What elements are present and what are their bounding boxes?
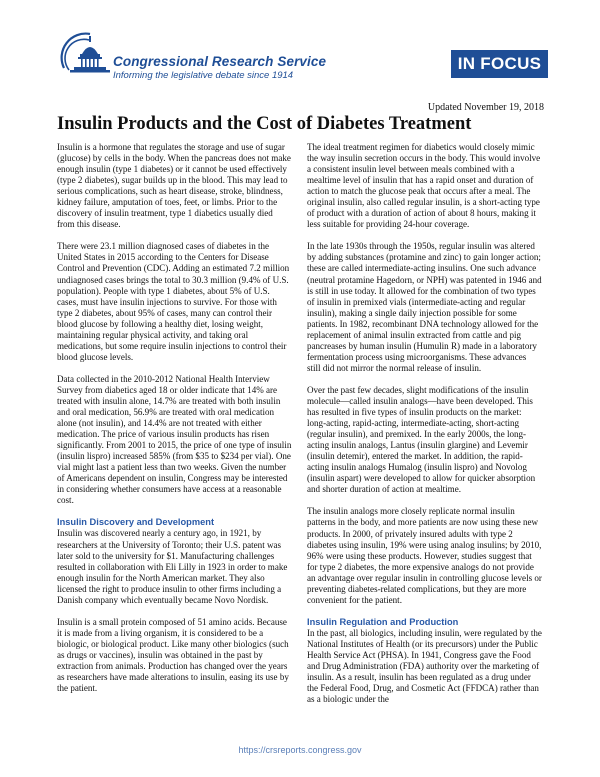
paragraph: In the past, all biologics, including insulin, were regulated by the National Institutes of Health (or its precursors) under the Public Health Service Act (PHSA). In 1941, Congress gave the Food and Drug Administration (FDA) authority over the marketing of insulin. As a result, insulin has been regulated as a drug under the Federal Food, Drug, and Cosmetic Act (FFDCA) rather than as a biologic under the xyxy=(307,627,542,705)
paragraph: The insulin analogs more closely replicate normal insulin patterns in the body, and more patients are now using these new products. In 2000, of privately insured adults with type 2 diabetes using insulin, 19% were using analog insulins; by 2010, 96% were using these products. However, studies suggest that for type 2 diabetes, the more expensive analogs do not provide an advantage over regular insulin in controlling glucose levels or preventing diabetes-related complications, but they are more convenient for the patient. xyxy=(307,506,542,605)
paragraph: Insulin is a small protein composed of 51 amino acids. Because it is made from a living organism, it is considered to be a biologic, or biological product. Like many other biologics (such as drugs or vaccines), insulin was obtained in the past by extraction from animals. Production has changed over the years as researchers have made alterations to insulin, easing its use by the patient. xyxy=(57,616,289,694)
report-header xyxy=(0,0,600,95)
in-focus-badge: IN FOCUS xyxy=(451,50,548,78)
capitol-dome-icon xyxy=(60,28,112,80)
paragraph: Data collected in the 2010-2012 National Health Interview Survey from diabetics aged 18 or older indicate that 14% are treated with insulin alone, 14.7% are treated with both insulin and oral medication, 56.9% are treated with oral medication alone (not insulin), and 14.4% are not treated with either medication. The price of various insulin products has risen significantly. From 2001 to 2015, the price of one type of insulin (insulin lispro) increased 585% (from $35 to $234 per vial). One vial might last a patient less than two weeks. Given the number of Americans dependent on insulin, Congress may be interested in considering whether consumers have access at a reasonable cost. xyxy=(57,373,292,506)
paragraph: Over the past few decades, slight modifications of the insulin molecule—called insulin analogs—have been developed. This has resulted in five types of insulin products on the market: long-acting, rapid-acting, intermediate-acting, short-acting (regular insulin), and premixed. In the early 2000s, the long-acting insulin analogs, Lantus (insulin glargine) and Levemir (insulin detemir), entered the market. In addition, the rapid-acting insulin analogs Humalog (insulin lispro) and Novolog (insulin aspart) were developed to allow for quicker absorption and shorter duration of action at mealtime. xyxy=(307,384,536,495)
paragraph: Insulin was discovered nearly a century ago, in 1921, by researchers at the University of Toronto; their U.S. patent was later sold to the university for $1. Manufacturing challenges resulted in collaboration with Eli Lilly in 1923 in order to make enough insulin for the North American market. They also licensed the right to produce insulin to other firms including a Danish company which eventually became Novo Nordisk. xyxy=(57,528,288,605)
updated-date: Updated November 19, 2018 xyxy=(427,102,544,113)
section-heading: Insulin Regulation and Production xyxy=(307,616,459,627)
left-column xyxy=(57,142,292,705)
page-title: Insulin Products and the Cost of Diabetes Treatment xyxy=(57,114,472,134)
right-column xyxy=(307,142,542,716)
paragraph: The ideal treatment regimen for diabetics would closely mimic the way insulin secretion occurs in the body. This would involve a consistent insulin level between meals combined with a mealtime level of insulin that has a rapid onset and duration of action to match the glucose peak that occurs after a meal. The original insulin, also called regular insulin, is a short-acting type of product with a duration of action of about 8 hours, making it less suitable for providing 24-hour coverage. xyxy=(307,142,541,230)
brand-tagline: Informing the legislative debate since 1914 xyxy=(113,70,294,81)
paragraph: In the late 1930s through the 1950s, regular insulin was altered by adding substances (protamine and zinc) to gain longer action; these are called intermediate-acting insulins. One such advance (neutral protamine Hagedorn, or NPH) was patented in 1946 and is still in use today. It allowed for the combination of two types of insulin in premixed vials (intermediate-acting and regular insulin), making a single daily injection possible for some patients. In 1982, recombinant DNA technology allowed for the replacement of animal insulin extracted from cattle and pig pancreases by human insulin (Humulin R) made in a laboratory fermentation process using microorganisms. These advances still did not mirror the normal release of insulin. xyxy=(307,241,542,373)
footer-url-link[interactable]: https://crsreports.congress.gov xyxy=(238,745,362,755)
section-heading: Insulin Discovery and Development xyxy=(57,517,215,528)
paragraph: There were 23.1 million diagnosed cases of diabetes in the United States in 2015 according to the Centers for Disease Control and Prevention (CDC). Adding an estimated 7.2 million undiagnosed cases brings the total to 30.3 million (9.4% of U.S. population). People with type 1 diabetes, about 5% of U.S. cases, must have insulin injections to survive. For those with type 2 diabetes, about 95% of cases, many can control their blood glucose by following a healthy diet, losing weight, maintaining regular physical activity, and taking oral medications, but some require insulin injections to control their blood glucose levels. xyxy=(57,241,290,362)
paragraph: Insulin is a hormone that regulates the storage and use of sugar (glucose) by cells in the body. When the pancreas does not make enough insulin (type 1 diabetes) or it cannot be used effectively (type 2 diabetes), sugar builds up in the blood. This may lead to serious complications, such as heart disease, stroke, blindness, kidney failure, amputation of toes, feet, or limbs. Prior to the discovery of insulin treatment, type 1 diabetics usually died from this disease. xyxy=(57,142,291,230)
brand-name: Congressional Research Service xyxy=(113,54,327,69)
